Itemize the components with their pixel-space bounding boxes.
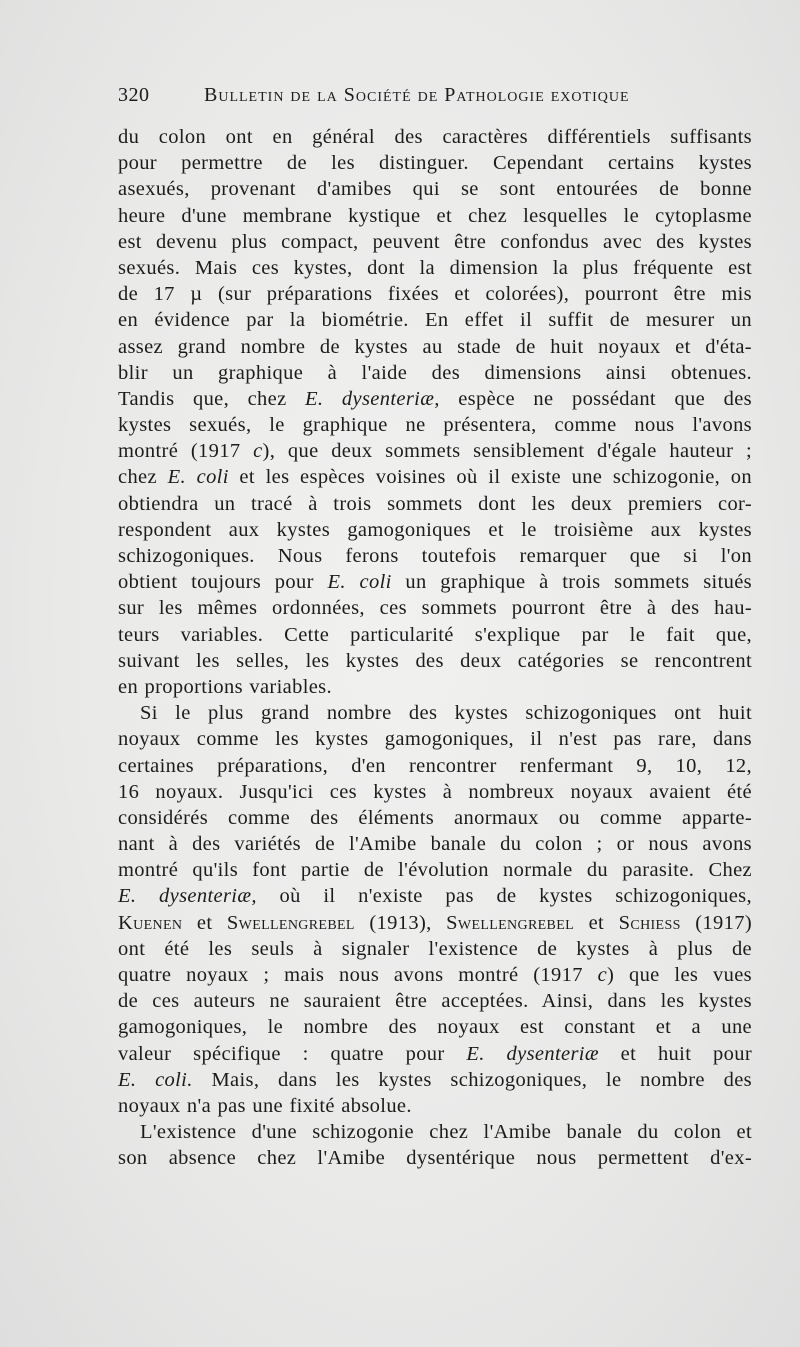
text-line: heure d'une membrane kystique et chez lesquelles le cytoplasme — [118, 204, 752, 227]
text-line: obtiendra un tracé à trois sommets dont les deux premiers cor- — [118, 492, 752, 515]
text-line: certaines préparations, d'en rencontrer renfermant 9, 10, 12, — [118, 754, 752, 777]
text-line: blir un graphique à l'aide des dimensions ainsi obtenues. — [118, 361, 752, 384]
text-line: montré (1917 c), que deux sommets sensiblement d'égale hauteur ; — [118, 440, 752, 463]
text-line: asexués, provenant d'amibes qui se sont entourées de bonne — [118, 178, 752, 201]
text-line: E. dysenteriæ, où il n'existe pas de kystes schizogoniques, — [118, 885, 752, 908]
text-line: pour permettre de les distinguer. Cependant certains kystes — [118, 152, 752, 175]
text-line: Si le plus grand nombre des kystes schizogoniques ont huit — [140, 702, 752, 725]
text-line: E. coli. Mais, dans les kystes schizogoniques, le nombre des — [118, 1068, 752, 1091]
text-line: nant à des variétés de l'Amibe banale du colon ; or nous avons — [118, 833, 752, 856]
text-line: de 17 µ (sur préparations fixées et colorées), pourront être mis — [118, 283, 752, 306]
page-header — [118, 84, 750, 114]
text-line: du colon ont en général des caractères différentiels suffisants — [118, 126, 752, 148]
text-line: de ces auteurs ne sauraient être acceptées. Ainsi, dans les kystes — [118, 990, 752, 1013]
text-line: noyaux comme les kystes gamogoniques, il n'est pas rare, dans — [118, 728, 752, 751]
text-line: montré qu'ils font partie de l'évolution normale du parasite. Chez — [118, 859, 752, 882]
text-line: L'existence d'une schizogonie chez l'Amibe banale du colon et — [140, 1121, 752, 1144]
text-line: noyaux n'a pas une fixité absolue. — [118, 1094, 412, 1117]
text-line: Kuenen et Swellengrebel (1913), Swellengrebel et Schiess (1917) — [118, 911, 752, 934]
text-line: schizogoniques. Nous ferons toutefois remarquer que si l'on — [118, 545, 752, 567]
text-line: teurs variables. Cette particularité s'explique par le fait que, — [118, 623, 752, 646]
text-line: 16 noyaux. Jusqu'ici ces kystes à nombreux noyaux avaient été — [118, 780, 752, 803]
text-line: en évidence par la biométrie. En effet il suffit de mesurer un — [118, 309, 752, 332]
text-line: valeur spécifique : quatre pour E. dysenteriæ et huit pour — [118, 1042, 753, 1065]
text-line: kystes sexués, le graphique ne présentera, comme nous l'avons — [118, 414, 752, 437]
running-title: Bulletin de la Société de Pathologie exotique — [204, 84, 630, 106]
text-line: en proportions variables. — [118, 675, 332, 698]
text-line: chez E. coli et les espèces voisines où il existe une schizogonie, on — [118, 466, 752, 489]
text-line: quatre noyaux ; mais nous avons montré (1917 c) que les vues — [118, 964, 752, 986]
page-number: 320 — [118, 84, 150, 106]
text-line: sur les mêmes ordonnées, ces sommets pourront être à des hau- — [118, 597, 752, 620]
text-line: sexués. Mais ces kystes, dont la dimension la plus fréquente est — [118, 256, 752, 279]
text-line: considérés comme des éléments anormaux ou comme apparte- — [118, 806, 752, 829]
text-line: Tandis que, chez E. dysenteriæ, espèce ne possédant que des — [118, 387, 752, 410]
text-line: est devenu plus compact, peuvent être confondus avec des kystes — [118, 230, 752, 253]
text-line: assez grand nombre de kystes au stade de huit noyaux et d'éta- — [118, 335, 752, 358]
text-line: ont été les seuls à signaler l'existence de kystes à plus de — [118, 937, 752, 960]
body-text — [118, 124, 752, 1172]
text-line: gamogoniques, le nombre des noyaux est constant et a une — [118, 1016, 752, 1039]
text-line: suivant les selles, les kystes des deux catégories se rencontrent — [118, 649, 752, 672]
text-line: son absence chez l'Amibe dysentérique nous permettent d'ex- — [118, 1147, 752, 1170]
text-line: obtient toujours pour E. coli un graphique à trois sommets situés — [118, 571, 752, 594]
text-line: respondent aux kystes gamogoniques et le troisième aux kystes — [118, 518, 752, 541]
